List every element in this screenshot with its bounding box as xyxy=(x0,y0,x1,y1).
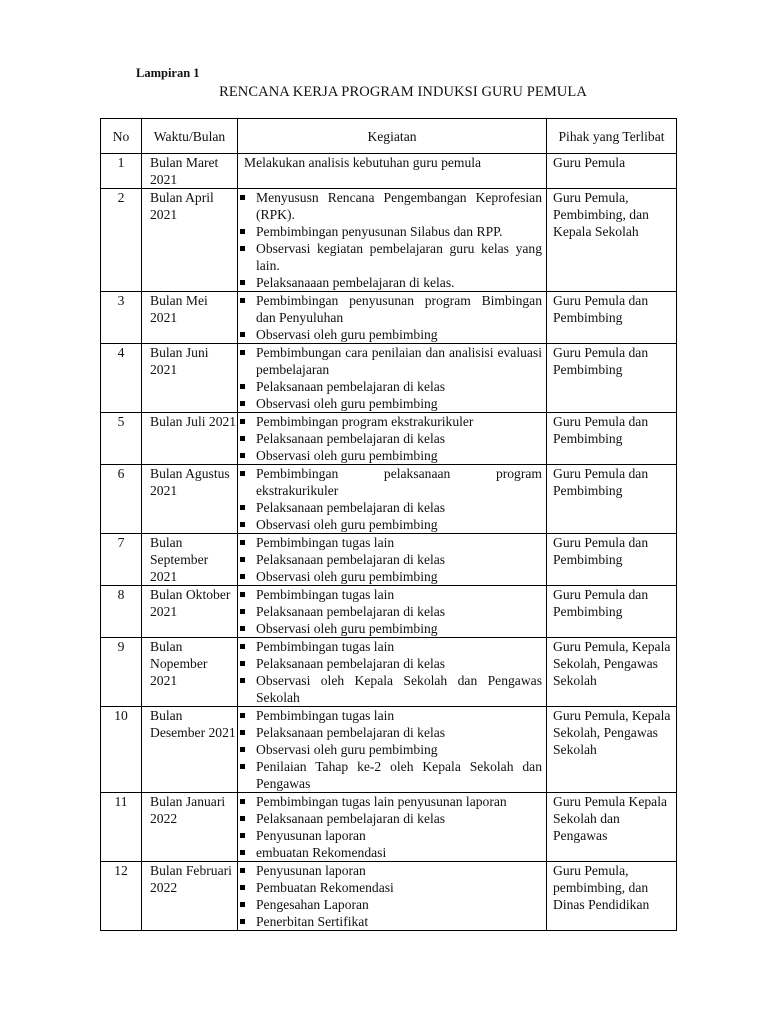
row-number: 8 xyxy=(101,586,142,638)
row-number: 6 xyxy=(101,465,142,534)
activity-item: Pembimbingan penyusunan Silabus dan RPP. xyxy=(240,223,542,240)
activity-item: Observasi oleh Kepala Sekolah dan Pengawas Sekolah xyxy=(240,672,542,706)
row-number: 5 xyxy=(101,413,142,465)
row-number: 1 xyxy=(101,154,142,189)
row-activities xyxy=(238,707,547,793)
row-parties: Guru Pemula xyxy=(547,154,677,189)
row-parties: Guru Pemula, Pembimbing, dan Kepala Sekolah xyxy=(547,189,677,292)
row-parties: Guru Pemula dan Pembimbing xyxy=(547,586,677,638)
activity-item: Observasi oleh guru pembimbing xyxy=(240,741,542,758)
row-activities xyxy=(238,534,547,586)
activity-item: Pembimbingan pelaksanaan program ekstrakurikuler xyxy=(240,465,542,499)
activity-item: Pembimbingan tugas lain xyxy=(240,586,542,603)
row-number: 3 xyxy=(101,292,142,344)
table-row xyxy=(101,638,677,707)
row-parties: Guru Pemula, pembimbing, dan Dinas Pendidikan xyxy=(547,862,677,931)
activity-item: Penerbitan Sertifikat xyxy=(240,913,542,930)
row-activities xyxy=(238,292,547,344)
row-activities xyxy=(238,189,547,292)
row-number: 2 xyxy=(101,189,142,292)
activity-item: Pembimbungan cara penilaian dan analisisi evaluasi pembelajaran xyxy=(240,344,542,378)
activity-text: Melakukan analisis kebutuhan guru pemula xyxy=(244,155,482,170)
row-time: Bulan Agustus 2021 xyxy=(142,465,238,534)
activity-item: Observasi oleh guru pembimbing xyxy=(240,447,542,464)
activity-item: embuatan Rekomendasi xyxy=(240,844,542,861)
row-number: 7 xyxy=(101,534,142,586)
row-time: Bulan Maret 2021 xyxy=(142,154,238,189)
table-row xyxy=(101,707,677,793)
table-header-row xyxy=(101,119,677,154)
activity-item: Penilaian Tahap ke-2 oleh Kepala Sekolah dan Pengawas xyxy=(240,758,542,792)
row-number: 11 xyxy=(101,793,142,862)
activity-item: Pembimbingan tugas lain xyxy=(240,707,542,724)
activity-list xyxy=(240,344,542,412)
row-time: Bulan Januari 2022 xyxy=(142,793,238,862)
table-row xyxy=(101,793,677,862)
activity-list xyxy=(240,292,542,343)
row-number: 9 xyxy=(101,638,142,707)
table-row xyxy=(101,534,677,586)
activity-item: Observasi kegiatan pembelajaran guru kelas yang lain. xyxy=(240,240,542,274)
activity-item: Penyusunan laporan xyxy=(240,862,542,879)
activity-item: Pembimbingan program ekstrakurikuler xyxy=(240,413,542,430)
row-activities xyxy=(238,465,547,534)
work-plan-table xyxy=(100,118,677,931)
row-activities xyxy=(238,344,547,413)
document-title: RENCANA KERJA PROGRAM INDUKSI GURU PEMULA xyxy=(219,84,587,100)
table-row xyxy=(101,862,677,931)
activity-item: Pembimbingan tugas lain xyxy=(240,534,542,551)
activity-item: Observasi oleh guru pembimbing xyxy=(240,326,542,343)
activity-item: Penyusunan laporan xyxy=(240,827,542,844)
row-time: Bulan Oktober 2021 xyxy=(142,586,238,638)
header-no: No xyxy=(101,119,142,154)
activity-item: Pelaksanaan pembelajaran di kelas xyxy=(240,378,542,395)
row-activities xyxy=(238,586,547,638)
activity-item: Pelaksanaan pembelajaran di kelas xyxy=(240,603,542,620)
activity-item: Pelaksanaaan pembelajaran di kelas. xyxy=(240,274,542,291)
attachment-label: Lampiran 1 xyxy=(136,66,200,80)
activity-item: Pelaksanaan pembelajaran di kelas xyxy=(240,551,542,568)
activity-list xyxy=(240,793,542,861)
activity-item: Observasi oleh guru pembimbing xyxy=(240,516,542,533)
row-parties: Guru Pemula dan Pembimbing xyxy=(547,413,677,465)
activity-item: Menyususn Rencana Pengembangan Keprofesian (RPK). xyxy=(240,189,542,223)
table-body xyxy=(101,154,677,931)
row-time: Bulan Nopember 2021 xyxy=(142,638,238,707)
activity-item: Observasi oleh guru pembimbing xyxy=(240,395,542,412)
row-number: 10 xyxy=(101,707,142,793)
table-row xyxy=(101,344,677,413)
activity-item: Pelaksanaan pembelajaran di kelas xyxy=(240,810,542,827)
row-parties: Guru Pemula dan Pembimbing xyxy=(547,534,677,586)
activity-list xyxy=(240,707,542,792)
activity-item: Observasi oleh guru pembimbing xyxy=(240,568,542,585)
activity-list xyxy=(240,862,542,930)
row-parties: Guru Pemula dan Pembimbing xyxy=(547,292,677,344)
activity-item: Pembimbingan tugas lain xyxy=(240,638,542,655)
header-time: Waktu/Bulan xyxy=(142,119,238,154)
row-time: Bulan Desember 2021 xyxy=(142,707,238,793)
activity-item: Pelaksanaan pembelajaran di kelas xyxy=(240,655,542,672)
header-activity: Kegiatan xyxy=(238,119,547,154)
activity-item: Pembimbingan penyusunan program Bimbingan dan Penyuluhan xyxy=(240,292,542,326)
row-activities xyxy=(238,862,547,931)
activity-list xyxy=(240,638,542,706)
row-time: Bulan Mei 2021 xyxy=(142,292,238,344)
activity-list xyxy=(240,586,542,637)
table-row xyxy=(101,292,677,344)
table-row xyxy=(101,189,677,292)
activity-list xyxy=(240,189,542,291)
row-time: Bulan Juli 2021 xyxy=(142,413,238,465)
row-time: Bulan April 2021 xyxy=(142,189,238,292)
row-parties: Guru Pemula, Kepala Sekolah, Pengawas Sekolah xyxy=(547,638,677,707)
row-time: Bulan September 2021 xyxy=(142,534,238,586)
row-activities xyxy=(238,413,547,465)
activity-item: Pembimbingan tugas lain penyusunan laporan xyxy=(240,793,542,810)
activity-item: Observasi oleh guru pembimbing xyxy=(240,620,542,637)
row-number: 4 xyxy=(101,344,142,413)
row-activities xyxy=(238,793,547,862)
table-row xyxy=(101,465,677,534)
row-parties: Guru Pemula Kepala Sekolah dan Pengawas xyxy=(547,793,677,862)
row-time: Bulan Juni 2021 xyxy=(142,344,238,413)
activity-item: Pelaksanaan pembelajaran di kelas xyxy=(240,499,542,516)
activity-list xyxy=(240,413,542,464)
row-activities xyxy=(238,638,547,707)
row-number: 12 xyxy=(101,862,142,931)
activity-item: Pelaksanaan pembelajaran di kelas xyxy=(240,430,542,447)
activity-item: Pembuatan Rekomendasi xyxy=(240,879,542,896)
table-row xyxy=(101,586,677,638)
row-time: Bulan Februari 2022 xyxy=(142,862,238,931)
row-parties: Guru Pemula dan Pembimbing xyxy=(547,465,677,534)
activity-list xyxy=(240,465,542,533)
header-parties: Pihak yang Terlibat xyxy=(547,119,677,154)
table-row xyxy=(101,413,677,465)
activity-item: Pengesahan Laporan xyxy=(240,896,542,913)
row-activities xyxy=(238,154,547,189)
activity-list xyxy=(240,534,542,585)
activity-item: Pelaksanaan pembelajaran di kelas xyxy=(240,724,542,741)
table-row xyxy=(101,154,677,189)
row-parties: Guru Pemula, Kepala Sekolah, Pengawas Sekolah xyxy=(547,707,677,793)
row-parties: Guru Pemula dan Pembimbing xyxy=(547,344,677,413)
